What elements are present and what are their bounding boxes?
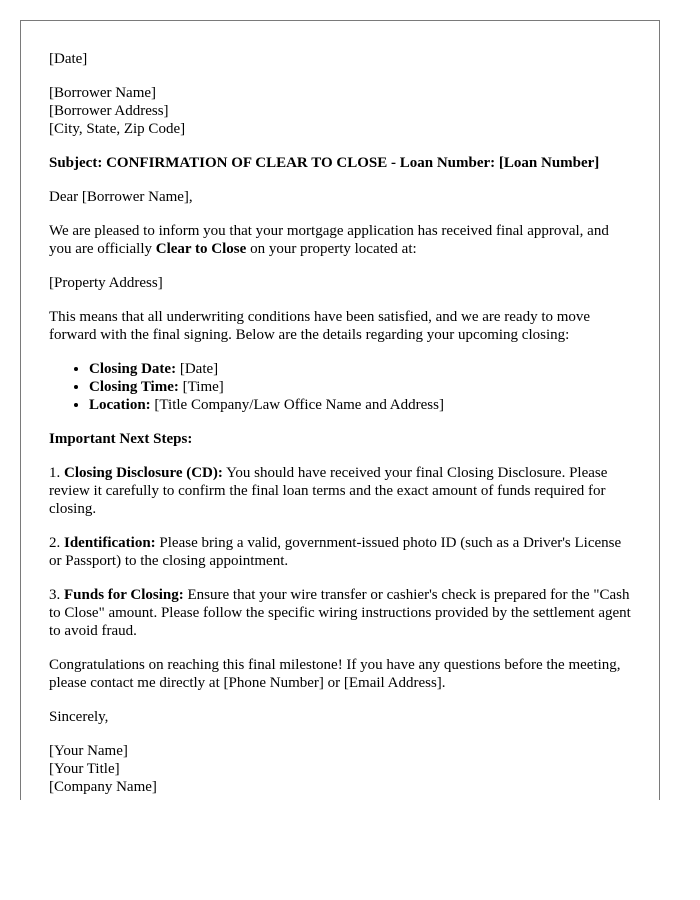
closing-detail-label: Closing Date: <box>89 361 177 377</box>
intro-paragraph <box>49 222 631 258</box>
closing-detail-value: [Title Company/Law Office Name and Address] <box>150 397 444 413</box>
signature-title: [Your Title] <box>49 761 120 777</box>
next-steps-heading <box>49 430 631 448</box>
step-paragraph <box>49 464 631 518</box>
closing-detail-label: Location: <box>89 397 151 413</box>
step-number: 3. <box>49 587 64 603</box>
signature-name: [Your Name] <box>49 743 128 759</box>
salutation: Dear [Borrower Name], <box>49 189 193 205</box>
subject-line <box>49 154 631 172</box>
letter-page <box>20 20 660 800</box>
intro-text-before: We are pleased to inform you that your mortgage application has received final approval, and you are officially <box>49 223 609 257</box>
step-number: 1. <box>49 465 64 481</box>
closing-detail-item <box>89 378 631 396</box>
step-paragraph <box>49 534 631 570</box>
next-steps-heading-text: Important Next Steps: <box>49 431 193 447</box>
letter-content <box>21 21 659 796</box>
congrats-paragraph: Congratulations on reaching this final milestone! If you have any questions before the meeting, please contact me directly at [Phone Number] or [Email Address]. <box>49 657 621 691</box>
recipient-city: [City, State, Zip Code] <box>49 121 186 137</box>
step-text: You should have received your final Closing Disclosure. Please review it carefully to confirm the final loan terms and the exact amount of funds required for closing. <box>49 465 608 517</box>
closing-detail-value: [Date] <box>176 361 219 377</box>
recipient-name: [Borrower Name] <box>49 85 157 101</box>
letter-date: [Date] <box>49 51 88 67</box>
step-text: Ensure that your wire transfer or cashier's check is prepared for the "Cash to Close" amount. Please follow the specific wiring instructions provided by the settlement agent to avoid fraud. <box>49 587 631 639</box>
conditions-paragraph: This means that all underwriting conditions have been satisfied, and we are ready to move forward with the final signing. Below are the details regarding your upcoming closing: <box>49 309 591 343</box>
intro-text-after: on your property located at: <box>246 241 417 257</box>
closing-detail-label: Closing Time: <box>89 379 179 395</box>
recipient-block <box>49 84 631 138</box>
closing-details-list <box>49 360 631 414</box>
property-address: [Property Address] <box>49 275 163 291</box>
closing-detail-item <box>89 360 631 378</box>
signature-block <box>49 742 631 796</box>
closing-detail-item <box>89 396 631 414</box>
subject-text: Subject: CONFIRMATION OF CLEAR TO CLOSE - Loan Number: [Loan Number] <box>49 155 600 171</box>
step-label: Identification: <box>64 535 156 551</box>
step-paragraph <box>49 586 631 640</box>
closing-phrase: Sincerely, <box>49 709 109 725</box>
recipient-address: [Borrower Address] <box>49 103 169 119</box>
intro-text-bold: Clear to Close <box>155 241 247 257</box>
signature-company: [Company Name] <box>49 779 157 795</box>
step-label: Closing Disclosure (CD): <box>64 465 223 481</box>
step-label: Funds for Closing: <box>64 587 184 603</box>
step-number: 2. <box>49 535 64 551</box>
step-text: Please bring a valid, government-issued photo ID (such as a Driver's License or Passport) to the closing appointment. <box>49 535 622 569</box>
closing-detail-value: [Time] <box>178 379 224 395</box>
